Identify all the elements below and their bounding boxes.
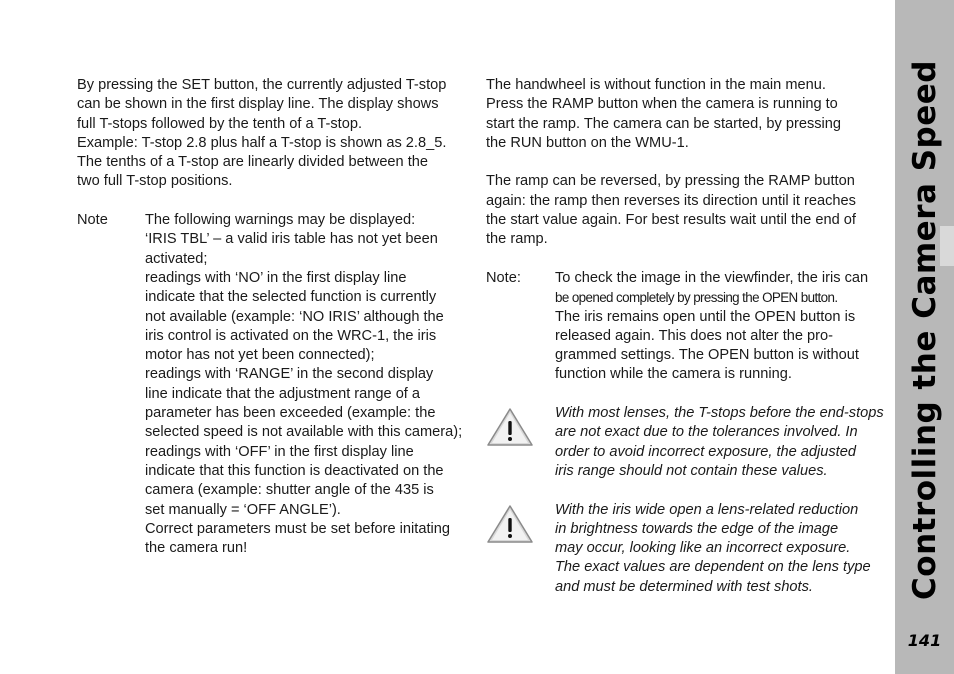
text-line: set manually = ‘OFF ANGLE’). — [145, 501, 341, 518]
text-line: iris range should not contain these values. — [555, 462, 828, 479]
text-line: readings with ‘OFF’ in the first display line — [145, 443, 414, 460]
text-line: parameter has been exceeded (example: the — [145, 405, 436, 422]
text-line: order to avoid incorrect exposure, the adjusted — [555, 443, 856, 460]
text-line: not available (example: ‘NO IRIS’ although the — [145, 308, 444, 325]
text-line: readings with ‘NO’ in the first display line — [145, 269, 407, 286]
note-label: Note — [77, 212, 108, 229]
text-line: The iris remains open until the OPEN button is — [555, 308, 856, 325]
text-line: indicate that the selected function is currently — [145, 289, 437, 306]
text-line: in brightness towards the edge of the image — [555, 520, 839, 537]
handwheel-paragraph — [486, 76, 886, 153]
text-line: selected speed is not available with this camera); — [145, 424, 463, 441]
text-line: activated; — [145, 250, 208, 267]
text-line: two full T-stop positions. — [77, 173, 233, 190]
ramp-paragraph — [486, 172, 886, 249]
text-line: By pressing the SET button, the currently adjusted T-stop — [77, 77, 447, 93]
text-line: full T-stops followed by the tenth of a T-stop. — [77, 115, 363, 132]
text-line: Example: T-stop 2.8 plus half a T-stop is shown as 2.8_5. — [77, 134, 447, 151]
note-body — [555, 269, 886, 385]
chapter-sidebar — [895, 0, 954, 674]
text-line: grammed settings. The OPEN button is without — [555, 347, 859, 364]
text-line: indicate that this function is deactivated on the — [145, 462, 444, 479]
right-column — [486, 76, 886, 597]
text-line: readings with ‘RANGE’ in the second display — [145, 366, 434, 383]
text-line: the RUN button on the WMU-1. — [486, 134, 689, 151]
chapter-title: Controlling the Camera Speed — [906, 60, 943, 600]
text-line: and must be determined with test shots. — [555, 578, 813, 595]
text-line: The following warnings may be displayed: — [145, 212, 416, 229]
text-line: ‘IRIS TBL’ – a valid iris table has not yet been — [145, 231, 438, 248]
text-line: are not exact due to the tolerances involved. In — [555, 424, 858, 441]
left-column — [77, 76, 472, 558]
text-line: motor has not yet been connected); — [145, 347, 375, 364]
text-line: The handwheel is without function in the main menu. — [486, 77, 826, 93]
text-line: Press the RAMP button when the camera is running to — [486, 96, 838, 113]
page-number: 141 — [907, 631, 942, 650]
note-body — [145, 211, 472, 558]
text-line: camera (example: shutter angle of the 435 is — [145, 482, 434, 499]
text-line: may occur, looking like an incorrect exposure. — [555, 540, 851, 557]
text-line: With the iris wide open a lens-related reduction — [555, 501, 859, 518]
text-line: be opened completely by pressing the OPEN button. — [555, 290, 838, 306]
text-line: released again. This does not alter the pro- — [555, 327, 833, 344]
text-line: iris control is activated on the WRC-1, the iris — [145, 327, 437, 344]
text-line: The tenths of a T-stop are linearly divided between the — [77, 154, 429, 171]
text-line: the ramp. — [486, 231, 548, 248]
text-line: can be shown in the first display line. The display shows — [77, 96, 439, 113]
text-line: line indicate that the adjustment range of a — [145, 385, 421, 402]
text-line: function while the camera is running. — [555, 366, 792, 383]
warning-triangle-icon — [486, 404, 555, 481]
text-line: Correct parameters must be set before initating — [145, 520, 450, 537]
warning-text — [555, 404, 886, 481]
text-line: The exact values are dependent on the lens type — [555, 559, 871, 576]
text-line: The ramp can be reversed, by pressing the RAMP button — [486, 173, 855, 190]
intro-paragraph — [77, 76, 472, 192]
text-line: To check the image in the viewfinder, the iris can — [555, 269, 869, 286]
note-label: Note: — [486, 269, 521, 286]
text-line: With most lenses, the T-stops before the end-stops — [555, 405, 884, 422]
text-line: again: the ramp then reverses its direction until it reaches — [486, 192, 856, 209]
text-line: the camera run! — [145, 540, 248, 557]
warning-triangle-icon — [486, 501, 555, 597]
viewfinder-note — [486, 269, 886, 385]
text-line: the start value again. For best results wait until the end of — [486, 212, 856, 229]
warning-t-stops — [486, 404, 886, 481]
text-line: start the ramp. The camera can be started, by pressing — [486, 115, 842, 132]
warning-text — [555, 501, 886, 597]
warning-brightness — [486, 501, 886, 597]
display-warnings-note — [77, 211, 472, 558]
